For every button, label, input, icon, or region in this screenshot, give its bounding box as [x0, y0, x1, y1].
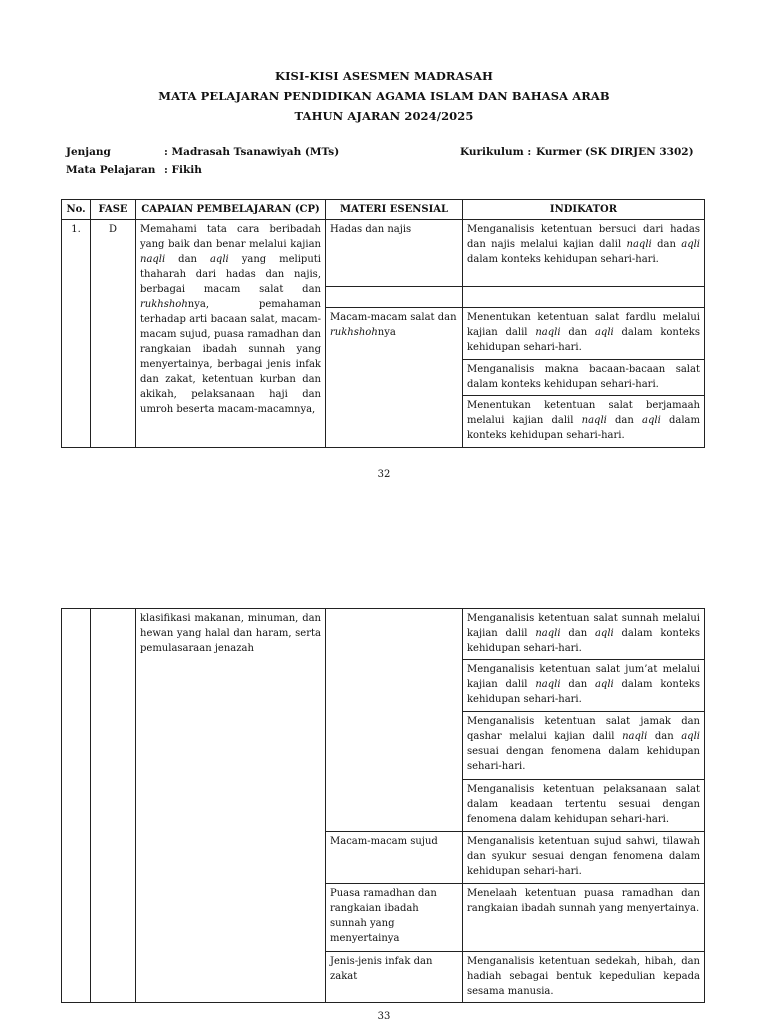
header-fase: FASE	[91, 200, 136, 220]
materi-empty-cell	[326, 287, 463, 308]
jenjang-value: : Madrasah Tsanawiyah (MTs)	[164, 146, 340, 158]
materi-infak-zakat: Jenis-jenis infak dan zakat	[326, 952, 463, 1003]
indikator-bersuci: Menganalisis ketentuan bersuci dari hadas dan najis melalui kajian dalil naqli dan aqli dalam konteks kehidupan sehari-hari.	[463, 220, 705, 287]
mapel-value: : Fikih	[164, 164, 202, 176]
cell-fase-continued	[91, 609, 136, 1003]
indikator-salat-jamak-qashar: Menganalisis ketentuan salat jamak dan qashar melalui kajian dalil naqli dan aqli sesuai dengan fenomena dalam kehidupan sehari-hari.	[463, 712, 705, 780]
header-indikator: INDIKATOR	[463, 200, 705, 220]
title-line-3: TAHUN AJARAN 2024/2025	[294, 109, 474, 123]
page-number-33: 33	[377, 1011, 391, 1022]
kurikulum-label: Kurikulum :	[460, 146, 532, 158]
kurikulum-value: Kurmer (SK DIRJEN 3302)	[536, 146, 694, 158]
indikator-sedekah-hibah: Menganalisis ketentuan sedekah, hibah, dan hadiah sebagai bentuk kepedulian kepada sesama manusia.	[463, 952, 705, 1003]
indikator-salat-jumat: Menganalisis ketentuan salat jum’at melalui kajian dalil naqli dan aqli dalam konteks kehidupan sehari-hari.	[463, 660, 705, 712]
materi-hadas-najis: Hadas dan najis	[326, 220, 463, 287]
cell-no: 1.	[62, 220, 91, 448]
cell-cp-continued: klasifikasi makanan, minuman, dan hewan yang halal dan haram, serta pemulasaraan jenazah	[136, 609, 326, 1003]
cell-fase: D	[91, 220, 136, 448]
document-title-block	[0, 66, 768, 126]
header-no: No.	[62, 200, 91, 220]
kisi-kisi-table-page-32	[61, 199, 705, 448]
indikator-salat-keadaan-tertentu: Menganalisis ketentuan pelaksanaan salat dalam keadaan tertentu sesuai dengan fenomena dalam kehidupan sehari-hari.	[463, 780, 705, 832]
materi-macam-salat-continued	[326, 609, 463, 832]
materi-macam-salat: Macam-macam salat dan rukhshohnya	[326, 308, 463, 448]
header-cp: CAPAIAN PEMBELAJARAN (CP)	[136, 200, 326, 220]
title-line-2: MATA PELAJARAN PENDIDIKAN AGAMA ISLAM DAN BAHASA ARAB	[158, 89, 610, 103]
indikator-salat-fardlu: Menentukan ketentuan salat fardlu melalui kajian dalil naqli dan aqli dalam konteks kehidupan sehari-hari.	[463, 308, 705, 360]
jenjang-label: Jenjang	[66, 146, 111, 158]
materi-macam-sujud: Macam-macam sujud	[326, 832, 463, 884]
indikator-puasa-ramadhan: Menelaah ketentuan puasa ramadhan dan rangkaian ibadah sunnah yang menyertainya.	[463, 884, 705, 952]
header-materi: MATERI ESENSIAL	[326, 200, 463, 220]
title-line-1: KISI-KISI ASESMEN MADRASAH	[274, 69, 493, 83]
cell-cp: Memahami tata cara beribadah yang baik dan benar melalui kajian naqli dan aqli yang meliputi thaharah dari hadas dan najis, berbagai macam salat dan rukhshohnya, pemahaman terhadap arti bacaan salat, macam-macam sujud, puasa ramadhan dan rangkaian ibadah sunnah yang menyertainya, berbagai jenis infak dan zakat, ketentuan kurban dan akikah, pelaksanaan haji dan umroh beserta macam-macamnya,	[136, 220, 326, 448]
page-number-32: 32	[377, 469, 391, 480]
indikator-sujud: Menganalisis ketentuan sujud sahwi, tilawah dan syukur sesuai dengan fenomena dalam kehidupan sehari-hari.	[463, 832, 705, 884]
indikator-salat-sunnah: Menganalisis ketentuan salat sunnah melalui kajian dalil naqli dan aqli dalam konteks kehidupan sehari-hari.	[463, 609, 705, 660]
cell-no-continued	[62, 609, 91, 1003]
indikator-salat-berjamaah: Menentukan ketentuan salat berjamaah melalui kajian dalil naqli dan aqli dalam konteks kehidupan sehari-hari.	[463, 396, 705, 448]
indikator-empty-cell	[463, 287, 705, 308]
mapel-label: Mata Pelajaran	[66, 164, 156, 176]
indikator-bacaan-salat: Menganalisis makna bacaan-bacaan salat dalam konteks kehidupan sehari-hari.	[463, 360, 705, 396]
materi-puasa-ramadhan: Puasa ramadhan dan rangkaian ibadah sunnah yang menyertainya	[326, 884, 463, 952]
kisi-kisi-table-page-33	[61, 608, 705, 1003]
